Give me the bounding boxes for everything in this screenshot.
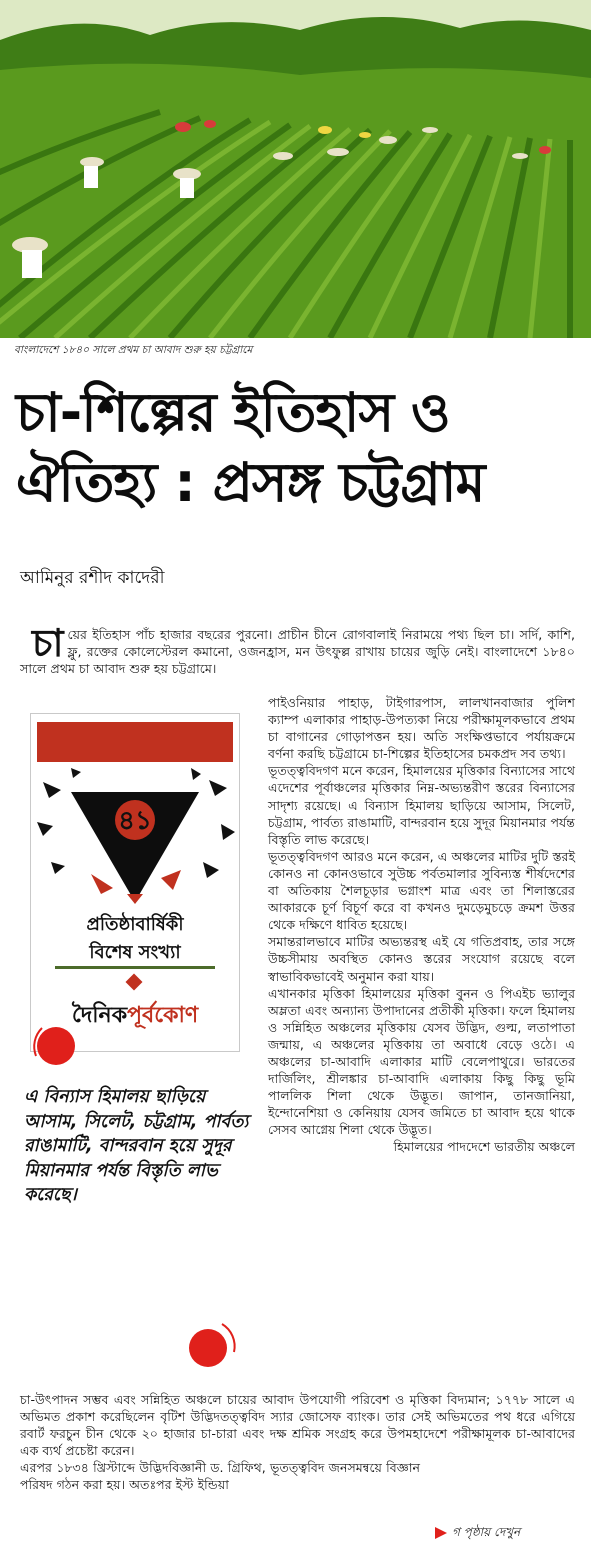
anniversary-promo-box [30,713,240,1052]
article-intro [20,621,575,677]
anniversary-number: ৪১ [118,806,152,836]
tea-field-illustration [0,0,591,338]
promo-line-2: বিশেষ সংখ্যা [89,942,181,963]
continue-arrow-icon [434,1526,448,1540]
article-paragraph: চা-উৎপাদন সম্ভব এবং সন্নিহিত অঞ্চলে চায়ের আবাদ উপযোগী পরিবেশ ও মৃত্তিকা বিদ্যমান; ১৭৭৮ সালে এ অভিমত প্রকাশ করেছিলেন বৃটিশ উদ্ভিদতত্ত্ববিদ স্যার জোসেফ ব্যাংক। তার সেই অভিমতের পথ ধরে এগিয়ে রবার্ট ফরচুন চীন থেকে ২০ হাজার চা-চারা এবং দক্ষ শ্রমিক সংগ্রহ করে উপমহাদেশে পরীক্ষামূলক চা-আবাদের এক ব্যর্থ প্রচেষ্টা করেন। [20,1392,575,1459]
anniversary-emblem [31,762,239,907]
headline-line-1: চা-শিল্পের ইতিহাস ও [16,381,450,444]
article-paragraph: এরপর ১৮৩৪ খ্রিস্টাব্দে উদ্ভিদবিজ্ঞানী ড. গ্রিফিথ, ভূতত্ত্ববিদ জনসমন্বয়ে বিজ্ঞান পরিষদ গঠন করা হয়। অতঃপর ইস্ট ইন্ডিয়া [20,1460,420,1493]
headline-line-2: ঐতিহ্য : প্রসঙ্গ চট্টগ্রাম [16,451,485,514]
red-dot-top-icon [26,1016,82,1072]
continued-on-page[interactable]: গ পৃষ্ঠায় দেখুন [452,1525,521,1539]
brand-part-2: পূর্বকোণ [127,1003,199,1028]
promo-diamond-icon [126,974,143,991]
article-paragraph: সমান্তরালভাবে মাটির অভ্যন্তরস্থ এই যে গতিপ্রবাহ, তার সঙ্গে উচ্চসীমায় অবস্থিত কোনও স্তরের সংযোগ রয়েছে বলে স্বাভাবিকভাবেই অনুমান করা যায়। [268,934,575,984]
promo-red-bar [37,722,233,762]
article-paragraph: ভূতত্ত্ববিদগণ মনে করেন, হিমালয়ের মৃত্তিকার বিন্যাসের সাথে এদেশের পূর্বাঞ্চলের মৃত্তিকার নিম্ন-অভ্যন্তরীণ স্তরের বিন্যাসের সাদৃশ্য রয়েছে। এ বিন্যাস হিমালয় ছাড়িয়ে আসাম, সিলেট, চট্টগ্রাম, পার্বত্য রাঙামাটি, বান্দরবান হয়ে সুদূর মিয়ানমার পর্যন্ত বিস্তৃতি লাভ করেছে। [268,763,575,847]
article-headline [16,378,586,518]
brand-part-1: দৈনিক [71,1003,128,1028]
drop-cap: চা [32,621,64,665]
pull-quote: এ বিন্যাস হিমালয় ছাড়িয়ে আসাম, সিলেট, চট্টগ্রাম, পার্বত্য রাঙামাটি, বান্দরবান হয়ে সুদূর মিয়ানমার পর্যন্ত বিস্তৃতি লাভ করেছে। [24,1087,249,1205]
author-byline: আমিনুর রশীদ কাদেরী [20,568,165,588]
red-dot-bottom-icon [180,1316,240,1376]
article-right-column [268,694,575,1156]
promo-line-1: প্রতিষ্ঠাবার্ষিকী [86,914,184,935]
promo-divider [55,966,215,969]
tea-garden-photo [0,0,591,338]
article-paragraph: পাইওনিয়ার পাহাড়, টাইগারপাস, লালখানবাজার পুলিশ ক্যাম্প এলাকার পাহাড়-উপত্যকা নিয়ে পরীক্ষামূলকভাবে প্রথম চা বাগানের গোড়াপত্তন হয়। অতি সংক্ষিপ্তভাবে পর্যায়ক্রমে বর্ণনা করছি চট্টগ্রামে চা-শিল্পের ইতিহাসের চমকপ্রদ সব তথ্য। [268,695,575,762]
article-bottom [20,1391,575,1494]
photo-caption: বাংলাদেশে ১৮৪০ সালে প্রথম চা আবাদ শুরু হয় চট্টগ্রামে [14,344,253,356]
intro-paragraph: য়ের ইতিহাস পাঁচ হাজার বছরের পুরনো। প্রাচীন চীনে রোগবালাই নিরাময়ে পথ্য ছিল চা। সর্দি, কাশি, ফ্লু, রক্তের কোলেস্টেরল কমানো, ওজনহ্রাস, মন উৎফুল্ল রাখায় চায়ের জুড়ি নেই। বাংলাদেশে ১৮৪০ সালে প্রথম চা আবাদ শুরু হয় চট্টগ্রামে। [20,627,575,677]
article-paragraph: ভূতত্ত্ববিদগণ আরও মনে করেন, এ অঞ্চলের মাটির দুটি স্তরই কোনও না কোনওভাবে সুউচ্চ পর্বতমালার সুবিন্যস্ত শীর্ষদেশের বা অতিকায় শৈলচূড়ার ভগ্নাংশ মাত্র এবং তা শিলাস্তরের আকারকে চূর্ণ বিচূর্ণ করে বা কখনও দুমড়েমুচড়ে ক্রমশ উত্তর থেকে দক্ষিণে ধাবিত হয়েছে। [268,848,575,933]
article-paragraph: হিমালয়ের পাদদেশে ভারতীয় অঞ্চলে [393,1139,575,1155]
article-paragraph: এখানকার মৃত্তিকা হিমালয়ের মৃত্তিকা বুনন ও পিএইচ ভ্যালুর অম্লতা এবং অন্যান্য উপাদানের প্রতীকী মৃত্তিকা। ফলে হিমালয় ও সন্নিহিত অঞ্চলের মৃত্তিকায় যেসব উদ্ভিদ, গুল্ম, লতাপাতা জন্মায়, এ অঞ্চলের মৃত্তিকায় তা অবাধে বেড়ে ওঠে। এ অঞ্চলের চা-আবাদি এলাকার মাটি বেলেপাথুরে। ভারতের দার্জিলিং, শ্রীলঙ্কার চা-আবাদি এলাকায় কিছু কিছু ভূমি পাললিক শিলা থেকে উদ্ভূত। জাপান, তানজানিয়া, ইন্দোনেশিয়া ও কেনিয়ায় যেসব জমিতে চা আবাদ হয়ে থাকে সেসব আগ্নেয় শিলা থেকে উদ্ভূত। [268,985,575,1138]
